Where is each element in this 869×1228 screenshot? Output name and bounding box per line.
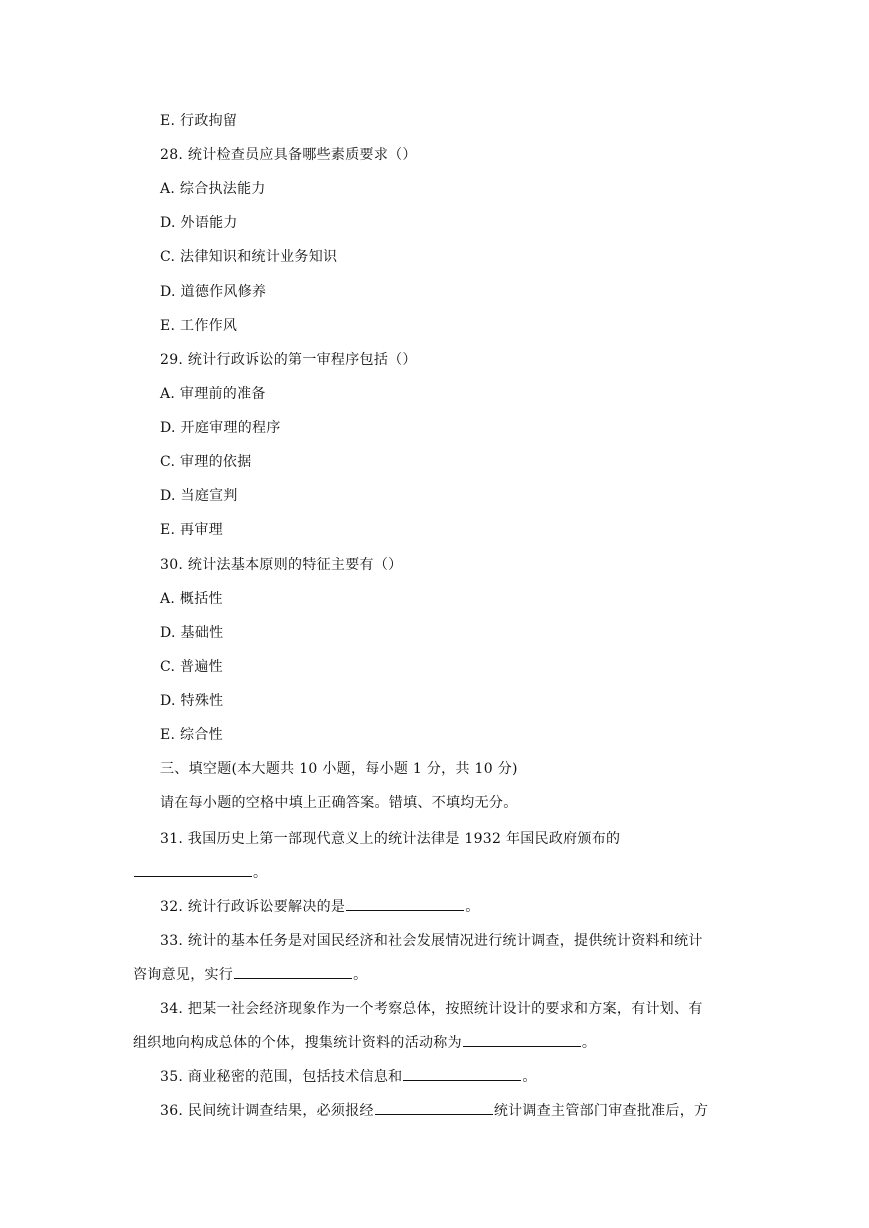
q35-end: 。 [522,1069,537,1085]
q36-text-cont: 统计调查主管部门审查批准后，方 [493,1103,709,1119]
q30-question: 30. 统计法基本原则的特征主要有（） [160,557,403,573]
q28-question: 28. 统计检查员应具备哪些素质要求（） [160,147,417,163]
q31-blank[interactable] [134,864,252,877]
q34-line1: 34. 把某一社会经济现象作为一个考察总体，按照统计设计的要求和方案，有计划、有 [160,1001,703,1017]
q33-text: 咨询意见，实行 [133,967,234,983]
q29-option-a: A. 审理前的准备 [160,386,266,402]
q30-option-a: A. 概括性 [160,591,223,607]
q28-option-a: A. 综合执法能力 [160,181,266,197]
q34-text: 组织地向构成总体的个体，搜集统计资料的活动称为 [133,1035,462,1051]
q30-option-e: E. 综合性 [160,727,223,743]
q32-line [160,897,480,917]
q34-end: 。 [581,1035,597,1051]
q31-answer-line [133,863,267,883]
section3-title: 三、填空题(本大题共 10 小题，每小题 1 分，共 10 分) [160,761,518,777]
q36-blank[interactable] [375,1102,493,1115]
q32-blank[interactable] [346,898,464,911]
q31-text: 31. 我国历史上第一部现代意义上的统计法律是 1932 年国民政府颁布的 [160,831,621,847]
q34-line2 [133,1033,596,1053]
q33-end: 。 [353,967,368,983]
q28-option-d: D. 道德作风修养 [160,284,267,300]
q28-option-c: C. 法律知识和统计业务知识 [160,249,338,265]
q31-end: 。 [253,865,268,881]
q28-option-e: E. 工作作风 [160,318,238,334]
q35-blank[interactable] [403,1068,521,1081]
q29-option-e: E. 再审理 [160,522,223,538]
q33-line1: 33. 统计的基本任务是对国民经济和社会发展情况进行统计调查，提供统计资料和统计 [160,933,703,949]
q28-option-b: D. 外语能力 [160,215,238,231]
section3-instruction: 请在每小题的空格中填上正确答案。错填、不填均无分。 [160,795,518,811]
q35-text: 35. 商业秘密的范围，包括技术信息和 [160,1069,403,1085]
q30-option-c: C. 普遍性 [160,659,223,675]
q33-blank[interactable] [234,966,352,979]
q34-blank[interactable] [463,1034,581,1047]
q29-question: 29. 统计行政诉讼的第一审程序包括（） [160,352,417,368]
q29-option-c: C. 审理的依据 [160,454,252,470]
q30-option-b: D. 基础性 [160,625,224,641]
q27-option-e: E. 行政拘留 [160,113,238,129]
q29-option-d: D. 当庭宣判 [160,488,238,504]
q35-line [160,1067,537,1087]
q33-line2 [133,965,367,985]
q36-line [160,1101,708,1121]
q36-text: 36. 民间统计调查结果，必须报经 [160,1103,374,1119]
q29-option-b: D. 开庭审理的程序 [160,420,281,436]
q32-end: 。 [465,899,480,915]
q32-text: 32. 统计行政诉讼要解决的是 [160,899,346,915]
q30-option-d: D. 特殊性 [160,693,224,709]
